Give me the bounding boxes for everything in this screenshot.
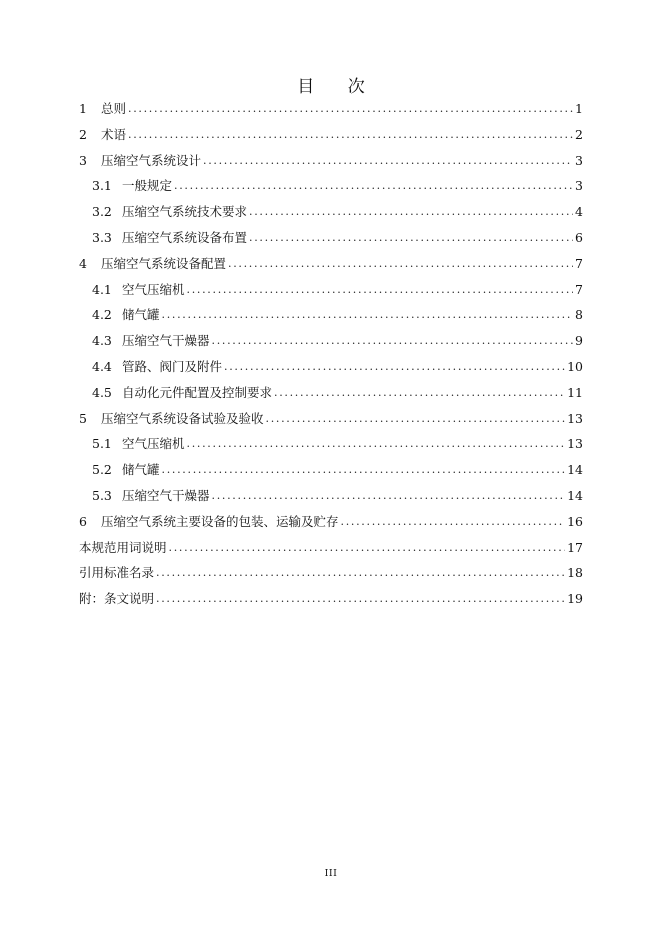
- toc-leader-dots: [341, 509, 566, 535]
- toc-leader-dots: [266, 406, 566, 432]
- toc-entry[interactable]: [79, 431, 583, 457]
- toc-leader-dots: [174, 173, 573, 199]
- toc-leader-dots: [187, 431, 566, 457]
- toc-entry[interactable]: [79, 122, 583, 148]
- toc-entry-number: 4: [79, 255, 87, 271]
- toc-entry[interactable]: [79, 354, 583, 380]
- toc-entry-title: 压缩空气系统技术要求: [122, 204, 248, 220]
- toc-leader-dots: [274, 380, 565, 406]
- toc-entry-page: 3: [575, 152, 583, 168]
- toc-leader-dots: [249, 225, 573, 251]
- toc-entry-page: 1: [575, 101, 583, 116]
- toc-entry-page: 16: [567, 513, 583, 529]
- toc-entry-title: 本规范用词说明: [79, 539, 167, 555]
- toc-entry-number: 1: [79, 101, 87, 116]
- toc-entry-number: 4.4: [92, 358, 112, 374]
- toc-entry-title: 压缩空气系统设计: [101, 152, 202, 168]
- toc-entry-page: 3: [575, 178, 583, 194]
- toc-leader-dots: [162, 302, 574, 328]
- toc-leader-dots: [187, 277, 574, 303]
- toc-leader-dots: [128, 122, 573, 148]
- toc-entry-title: 自动化元件配置及控制要求: [122, 384, 273, 400]
- toc-leader-dots: [162, 457, 566, 483]
- toc-entry-page: 18: [567, 565, 583, 581]
- toc-entry-title: 压缩空气系统设备试验及验收: [101, 410, 264, 426]
- toc-leader-dots: [156, 586, 565, 612]
- page-number: III: [324, 868, 338, 879]
- toc-leader-dots: [249, 199, 573, 225]
- toc-entry[interactable]: [79, 586, 583, 612]
- toc-entry-page: 6: [575, 229, 583, 245]
- toc-entry-title: 压缩空气干燥器: [122, 333, 210, 349]
- toc-entry-title: 压缩空气系统主要设备的包装、运输及贮存: [101, 513, 339, 529]
- toc-entry-title: 术语: [101, 126, 127, 142]
- toc-entry[interactable]: [79, 148, 583, 174]
- toc-entry-number: 6: [79, 513, 87, 529]
- toc-entry-title: 附：条文说明: [79, 591, 155, 607]
- toc-entry-title: 压缩空气系统设备配置: [101, 255, 227, 271]
- toc-list: [79, 96, 583, 612]
- toc-entry-page: 14: [567, 462, 583, 478]
- toc-entry[interactable]: [79, 535, 583, 561]
- toc-leader-dots: [156, 560, 565, 586]
- toc-entry[interactable]: [79, 225, 583, 251]
- toc-entry[interactable]: [79, 509, 583, 535]
- toc-entry-title: 空气压缩机: [122, 436, 185, 452]
- toc-entry-page: 10: [567, 358, 583, 374]
- toc-entry[interactable]: [79, 251, 583, 277]
- toc-entry-title: 管路、阀门及附件: [122, 358, 223, 374]
- toc-entry-page: 19: [567, 591, 583, 607]
- toc-leader-dots: [128, 96, 573, 122]
- toc-entry-number: 4.2: [92, 307, 112, 323]
- toc-entry[interactable]: [79, 406, 583, 432]
- toc-entry-page: 2: [575, 126, 583, 142]
- toc-entry-page: 8: [575, 307, 583, 323]
- toc-entry[interactable]: [79, 328, 583, 354]
- toc-leader-dots: [212, 328, 574, 354]
- toc-entry-page: 9: [575, 333, 583, 349]
- toc-entry-number: 5.2: [92, 462, 112, 478]
- toc-entry[interactable]: [79, 302, 583, 328]
- toc-entry-title: 储气罐: [122, 307, 160, 323]
- toc-entry[interactable]: [79, 560, 583, 586]
- toc-entry-number: 3.3: [92, 229, 112, 245]
- toc-entry-title: 储气罐: [122, 462, 160, 478]
- toc-entry-title: 总则: [101, 101, 127, 116]
- toc-entry-number: 4.5: [92, 384, 112, 400]
- toc-entry[interactable]: [79, 96, 583, 122]
- toc-title: 目 次: [297, 77, 379, 97]
- toc-entry-page: 4: [575, 204, 583, 220]
- toc-entry-page: 7: [575, 255, 583, 271]
- toc-entry-number: 4.3: [92, 333, 112, 349]
- toc-entry[interactable]: [79, 457, 583, 483]
- toc-entry-title: 压缩空气干燥器: [122, 487, 210, 503]
- toc-entry-number: 5: [79, 410, 87, 426]
- toc-leader-dots: [224, 354, 565, 380]
- toc-entry-number: 3.2: [92, 204, 112, 220]
- toc-entry-number: 5.3: [92, 487, 112, 503]
- toc-entry-page: 14: [567, 487, 583, 503]
- toc-entry-number: 3: [79, 152, 87, 168]
- toc-leader-dots: [203, 148, 573, 174]
- toc-entry-title: 空气压缩机: [122, 281, 185, 297]
- toc-leader-dots: [169, 535, 566, 561]
- toc-entry-number: 3.1: [92, 178, 112, 194]
- toc-entry-number: 5.1: [92, 436, 112, 452]
- toc-entry[interactable]: [79, 277, 583, 303]
- toc-entry-title: 压缩空气系统设备布置: [122, 229, 248, 245]
- toc-leader-dots: [212, 483, 566, 509]
- toc-entry-number: 2: [79, 126, 87, 142]
- toc-entry-page: 17: [567, 539, 583, 555]
- toc-entry[interactable]: [79, 173, 583, 199]
- toc-entry-page: 13: [567, 436, 583, 452]
- toc-leader-dots: [228, 251, 573, 277]
- toc-entry-title: 引用标准名录: [79, 565, 155, 581]
- toc-entry-page: 7: [575, 281, 583, 297]
- toc-entry-page: 13: [567, 410, 583, 426]
- toc-entry[interactable]: [79, 380, 583, 406]
- toc-entry[interactable]: [79, 199, 583, 225]
- toc-entry-title: 一般规定: [122, 178, 173, 194]
- toc-entry-page: 11: [567, 384, 583, 400]
- toc-entry-number: 4.1: [92, 281, 112, 297]
- toc-entry[interactable]: [79, 483, 583, 509]
